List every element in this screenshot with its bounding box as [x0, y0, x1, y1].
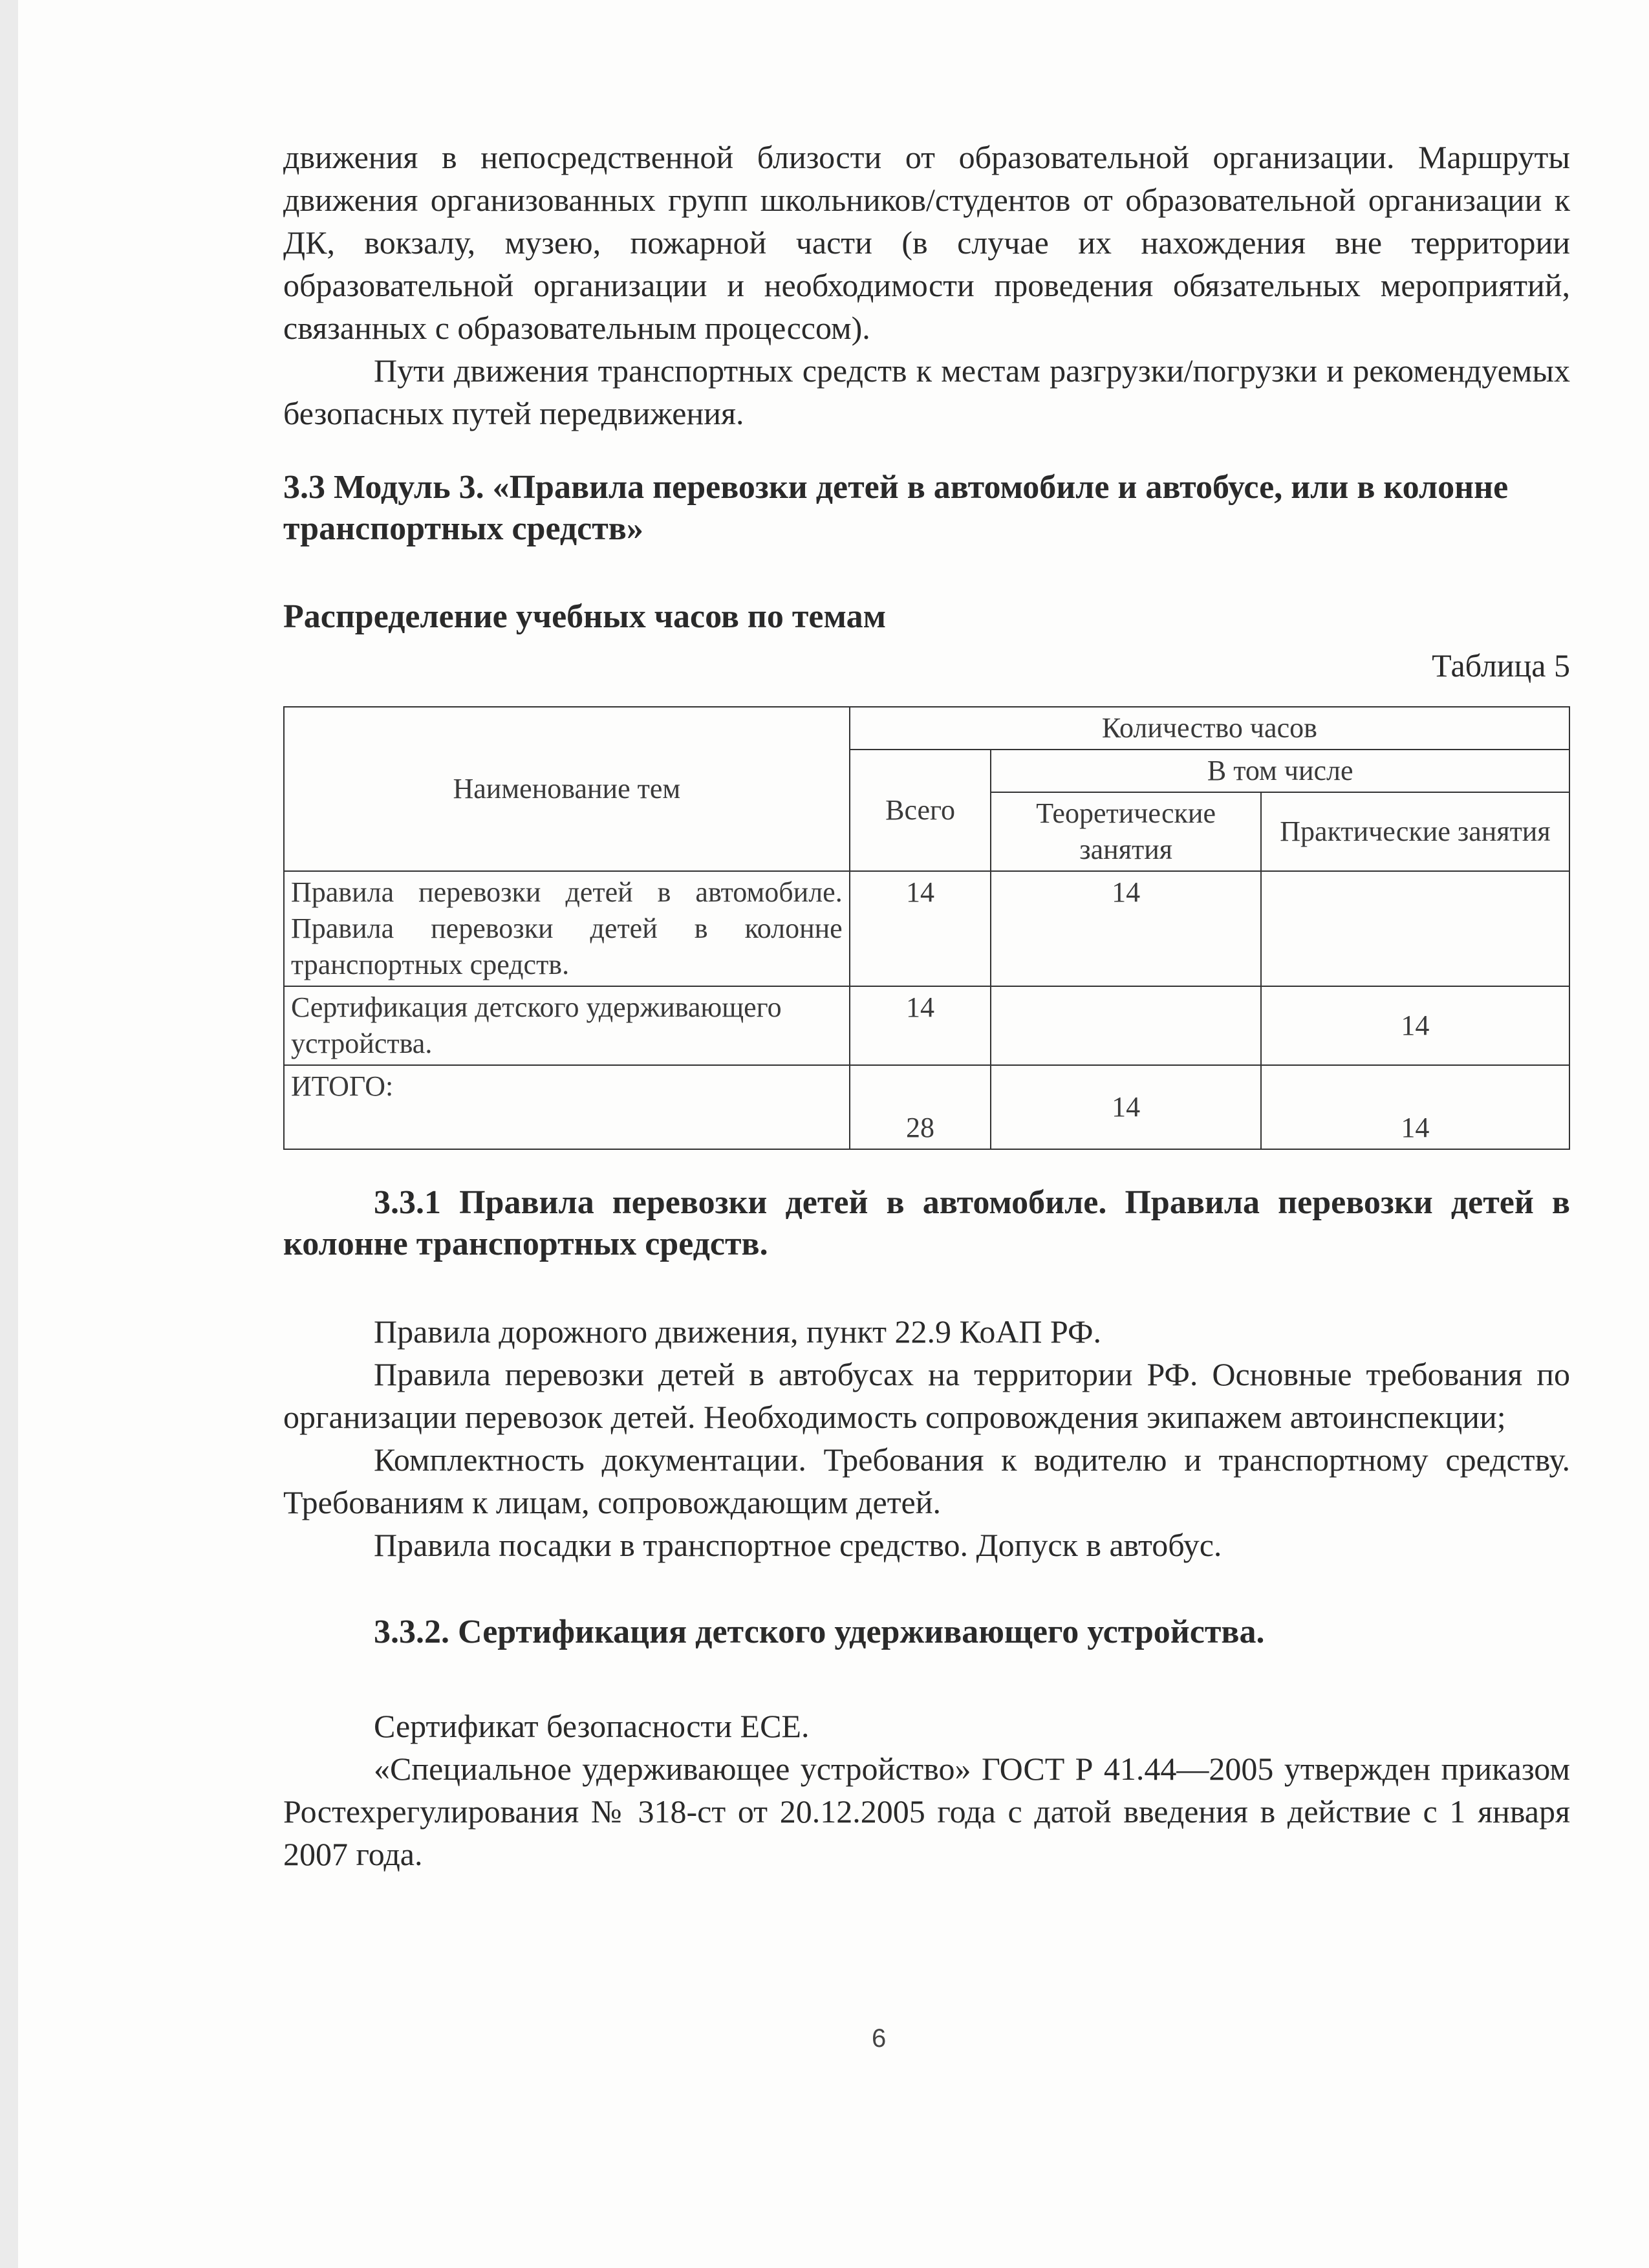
table-header-row — [284, 707, 1569, 750]
row-topic: Правила перевозки детей в автомобиле. Правила перевозки детей в колонне транспортных средств. — [284, 871, 850, 986]
row-total: 14 — [850, 871, 991, 986]
section-331-paragraph: Правила дорожного движения, пункт 22.9 КоАП РФ. — [374, 1313, 1101, 1350]
row-theory — [991, 986, 1260, 1065]
page-content — [283, 136, 1570, 1875]
table-label: Таблица 5 — [1432, 647, 1570, 684]
section-332-paragraph: «Специальное удерживающее устройство» ГОСТ Р 41.44—2005 утвержден приказом Ростехрегулирования № 318-ст от 20.12.2005 года с датой введения в действие с 1 января 2007 года. — [283, 1751, 1570, 1872]
intro-paragraph-2: Пути движения транспортных средств к местам разгрузки/погрузки и рекомендуемых безопасных путей передвижения. — [283, 352, 1570, 431]
section-331-paragraph: Правила перевозки детей в автобусах на территории РФ. Основные требования по организации перевозок детей. Необходимость сопровождения экипажем автоинспекции; — [283, 1356, 1570, 1435]
header-theory: Теоретические занятия — [991, 792, 1260, 871]
row-practice — [1261, 871, 1569, 986]
hours-table — [283, 706, 1570, 1150]
table-total-row — [284, 1065, 1569, 1149]
table-row — [284, 871, 1569, 986]
section-332-paragraph: Сертификат безопасности ЕСЕ. — [374, 1708, 810, 1744]
header-including: В том числе — [991, 750, 1569, 792]
table-row — [284, 986, 1569, 1065]
module-heading: 3.3 Модуль 3. «Правила перевозки детей в автомобиле и автобусе, или в колонне транспортных средств» — [283, 469, 1509, 547]
page-number: 6 — [872, 2024, 887, 2053]
header-hours: Количество часов — [850, 707, 1569, 750]
distribution-heading: Распределение учебных часов по темам — [283, 598, 886, 635]
total-theory: 14 — [991, 1065, 1260, 1149]
header-topic: Наименование тем — [284, 707, 850, 871]
total-practice: 14 — [1261, 1065, 1569, 1149]
section-331-paragraph: Комплектность документации. Требования к водителю и транспортному средству. Требованиям к лицам, сопровождающим детей. — [283, 1442, 1570, 1520]
section-331-heading: 3.3.1 Правила перевозки детей в автомобиле. Правила перевозки детей в колонне транспортных средств. — [283, 1184, 1570, 1262]
row-topic: Сертификация детского удерживающего устройства. — [284, 986, 850, 1065]
row-theory: 14 — [991, 871, 1260, 986]
intro-paragraph-1: движения в непосредственной близости от образовательной организации. Маршруты движения организованных групп школьников/студентов от образовательной организации к ДК, вокзалу, музею, пожарной части (в случае их нахождения вне территории образовательной организации и необходимости проведения обязательных мероприятий, связанных с образовательным процессом). — [283, 139, 1570, 346]
total-hours: 28 — [850, 1065, 991, 1149]
total-label: ИТОГО: — [284, 1065, 850, 1149]
section-331-paragraph: Правила посадки в транспортное средство. Допуск в автобус. — [374, 1527, 1222, 1563]
row-practice: 14 — [1261, 986, 1569, 1065]
scanned-page — [18, 0, 1649, 2268]
row-total: 14 — [850, 986, 991, 1065]
header-total: Всего — [850, 750, 991, 871]
header-practice: Практические занятия — [1261, 792, 1569, 871]
section-332-heading: 3.3.2. Сертификация детского удерживающего устройства. — [374, 1614, 1265, 1650]
